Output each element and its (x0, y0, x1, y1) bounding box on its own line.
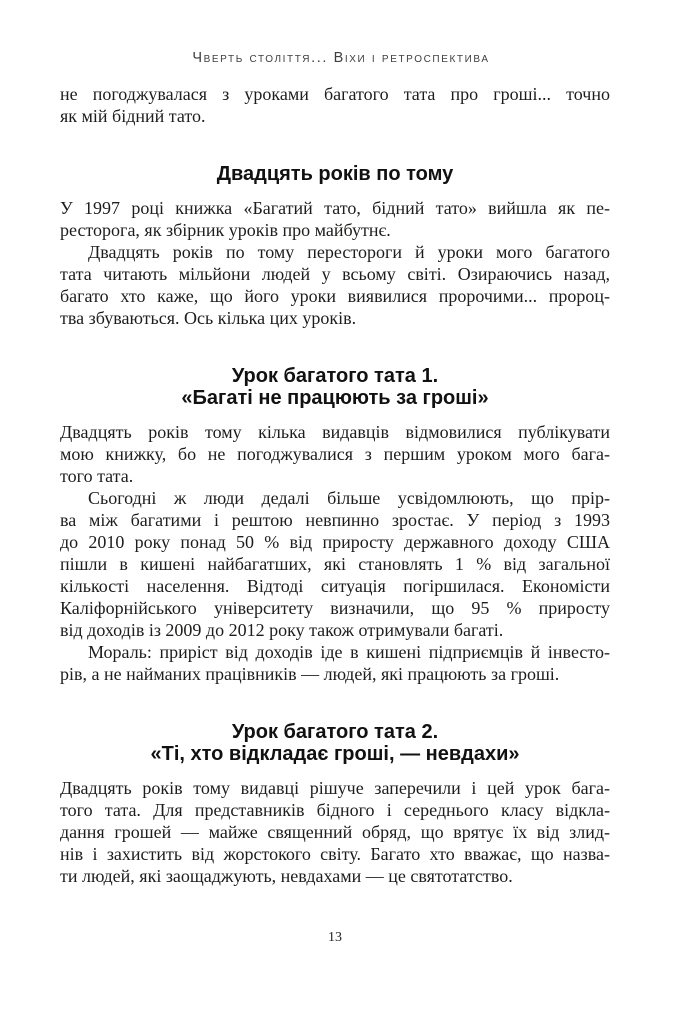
text-line: ти людей, які заощаджують, невдахами — це святотатство. (60, 866, 513, 886)
paragraph (60, 83, 610, 127)
text-line: мою книжку, бо не погоджувалися з першим уроком мого бага- (60, 444, 610, 464)
running-head: Чверть століття... Віхи і ретроспектива (192, 50, 490, 66)
heading-line: «Багаті не працюють за гроші» (181, 387, 489, 409)
heading-line: Урок багатого тата 2. (231, 721, 439, 743)
page-number: 13 (328, 930, 342, 945)
text-line: від доходів із 2009 до 2012 року також отримували багаті. (60, 620, 504, 640)
text-line: У 1997 році книжка «Багатий тато, бідний тато» вийшла як пе- (60, 198, 610, 218)
text-line: нів і захистить від жорстокого світу. Багато хто вважає, що назва- (60, 844, 610, 864)
section-heading (60, 365, 610, 409)
heading-line: Урок багатого тата 1. (231, 365, 439, 387)
text-line: багато хто каже, що його уроки виявилися пророчими... пророц- (60, 286, 610, 306)
text-line: Двадцять років по тому перестороги й уроки мого багатого (88, 242, 610, 262)
section-heading (60, 721, 610, 765)
paragraph (60, 777, 610, 887)
text-line: Сьогодні ж люди дедалі більше усвідомлюють, що прір- (88, 488, 610, 508)
paragraph (60, 197, 610, 241)
text-line: як мій бідний тато. (60, 106, 206, 126)
text-line: рів, а не найманих працівників — людей, які працюють за гроші. (60, 664, 560, 684)
heading-line: Двадцять років по тому (216, 163, 454, 185)
text-line: тата читають мільйони людей у всьому світі. Озираючись назад, (60, 264, 610, 284)
text-line: того тата. Для представників бідного і середнього класу відкла- (60, 800, 610, 820)
text-line: кількості населення. Відтоді ситуація погіршилася. Економісти (60, 576, 610, 596)
page-body (60, 83, 610, 887)
text-line: ресторога, як збірник уроків про майбутнє. (60, 220, 391, 240)
text-line: дання грошей — майже священний обряд, що врятує їх від злид- (60, 822, 610, 842)
text-line: Каліфорнійського університету визначили, що 95 % приросту (60, 598, 610, 618)
text-line: пішли в кишені найбагатших, які становлять 1 % від загальної (60, 554, 610, 574)
paragraph (60, 241, 610, 329)
text-line: того тата. (60, 466, 134, 486)
text-line: тва збуваються. Ось кілька цих уроків. (60, 308, 357, 328)
text-line: ва між багатими і рештою невпинно зростає. У період з 1993 (60, 510, 610, 530)
paragraph (60, 487, 610, 641)
text-line: Мораль: приріст від доходів іде в кишені підприємців й інвесто- (88, 642, 610, 662)
text-line: Двадцять років тому видавці рішуче заперечили і цей урок бага- (60, 778, 610, 798)
heading-line: «Ті, хто відкладає гроші, — невдахи» (150, 743, 520, 765)
section-heading (60, 163, 610, 185)
text-line: Двадцять років тому кілька видавців відмовилися публікувати (60, 422, 610, 442)
paragraph (60, 421, 610, 487)
text-line: до 2010 року понад 50 % від приросту державного доходу США (60, 532, 610, 552)
text-line: не погоджувалася з уроками багатого тата про гроші... точно (60, 84, 610, 104)
paragraph (60, 641, 610, 685)
